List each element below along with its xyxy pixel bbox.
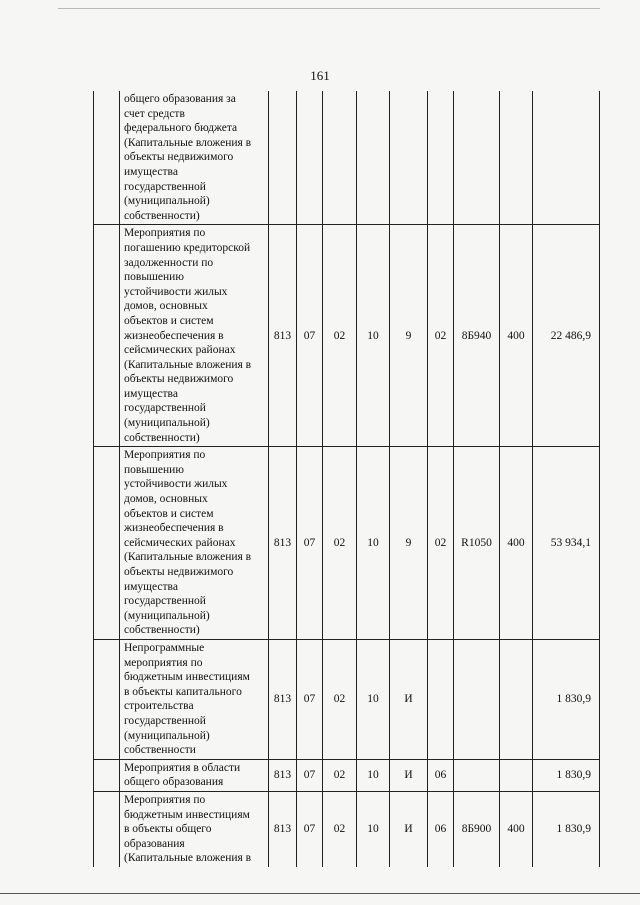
amount: 1 830,9 [533,639,600,759]
subsection-code: 02 [323,447,357,640]
row-name-line: собственности) [124,624,200,637]
scan-bottom-edge [0,893,640,894]
event-code [428,639,454,759]
blank-lead-cell [94,791,120,866]
row-name-line: объекты недвижимого [124,373,234,386]
row-name-line: государственной [124,180,206,193]
table-row [94,791,600,866]
program-code: 10 [357,791,390,866]
row-name-line: повышению [124,271,184,284]
ministry-code: 813 [269,791,297,866]
row-name-line: повышению [124,463,184,476]
row-name-line: государственной [124,595,206,608]
program-code: 10 [357,759,390,791]
row-name-line: сейсмических районах [124,536,236,549]
event-code [428,91,454,225]
section-code: 07 [297,759,323,791]
row-name-line: (Капитальные вложения в [124,551,252,564]
event-code: 06 [428,791,454,866]
section-code [297,91,323,225]
ministry-code [269,91,297,225]
row-name-line: федерального бюджета [124,122,238,135]
event-code: 02 [428,225,454,447]
subprogram-code: И [390,639,428,759]
table-row [94,639,600,759]
direction-code [454,91,500,225]
direction-code [454,639,500,759]
row-name-line: объектов и систем [124,314,214,327]
subsection-code: 02 [323,791,357,866]
row-name-line: устойчивости жилых [124,285,228,298]
section-code: 07 [297,639,323,759]
direction-code: 8Б900 [454,791,500,866]
table-row [94,225,600,447]
row-name-line: (муниципальной) [124,729,210,742]
row-name-line: государственной [124,714,206,727]
ministry-code: 813 [269,447,297,640]
row-name-line: имущества [124,580,178,593]
row-name-line: объекты недвижимого [124,566,234,578]
expense-type-code [500,91,533,225]
row-name-line: собственности [124,744,196,757]
row-name-line: погашению кредиторской [124,241,251,254]
amount [533,91,600,225]
expense-type-code [500,759,533,791]
subsection-code [323,91,357,225]
section-code: 07 [297,791,323,866]
row-name-line: (Капитальные вложения в [124,852,252,865]
direction-code: 8Б940 [454,225,500,447]
row-name-cell [120,791,269,866]
blank-lead-cell [94,225,120,447]
row-name-line: домов, основных [124,493,208,506]
row-name-line: задолженности по [124,256,214,269]
row-name-line: (муниципальной) [124,417,210,430]
table-row [94,91,600,225]
row-name-line: Мероприятия в области [124,761,241,774]
blank-lead-cell [94,759,120,791]
row-name-line: общего образования [124,776,224,789]
section-code: 07 [297,225,323,447]
row-name-line: (муниципальной) [124,195,210,208]
row-name-line: объектов и систем [124,507,214,520]
row-name-cell [120,639,269,759]
expense-type-code: 400 [500,447,533,640]
row-name-line: Мероприятия по [124,227,206,240]
row-name-cell [120,91,269,225]
ministry-code: 813 [269,225,297,447]
row-name-line: (муниципальной) [124,609,210,622]
row-name-line: сейсмических районах [124,344,236,357]
program-code [357,91,390,225]
row-name-line: (Капитальные вложения в [124,358,252,371]
scan-top-edge [58,8,600,9]
subsection-code: 02 [323,759,357,791]
blank-lead-cell [94,91,120,225]
row-name-line: мероприятия по [124,656,203,669]
page-number: 161 [310,68,330,83]
amount: 1 830,9 [533,759,600,791]
subprogram-code: 9 [390,225,428,447]
row-name-line: строительства [124,700,194,713]
table-row [94,759,600,791]
row-name-line: жизнеобеспечения в [124,329,224,342]
row-name-line: бюджетным инвестициям [124,671,250,684]
program-code: 10 [357,639,390,759]
subprogram-code: И [390,791,428,866]
section-code: 07 [297,447,323,640]
row-name-line: объекты недвижимого [124,151,234,164]
ministry-code: 813 [269,639,297,759]
row-name-line: образования [124,837,185,850]
row-name-line: Мероприятия по [124,449,206,462]
table-row [94,447,600,640]
row-name-line: жизнеобеспечения в [124,522,224,535]
subprogram-code [390,91,428,225]
row-name-cell [120,447,269,640]
blank-lead-cell [94,639,120,759]
row-name-line: Мероприятия по [124,793,206,806]
row-name-line: счет средств [124,107,185,120]
expense-type-code [500,639,533,759]
subprogram-code: И [390,759,428,791]
event-code: 02 [428,447,454,640]
blank-lead-cell [94,447,120,640]
row-name-line: общего образования за [124,93,236,105]
table-body [94,91,600,867]
direction-code [454,759,500,791]
row-name-line: в объекты общего [124,823,212,836]
budget-table [93,91,600,867]
row-name-line: домов, основных [124,300,208,313]
row-name-line: (Капитальные вложения в [124,136,252,149]
row-name-line: бюджетным инвестициям [124,808,250,821]
row-name-line: имущества [124,165,178,178]
subsection-code: 02 [323,225,357,447]
row-name-cell [120,225,269,447]
direction-code: R1050 [454,447,500,640]
amount: 22 486,9 [533,225,600,447]
subprogram-code: 9 [390,447,428,640]
row-name-line: собственности) [124,431,200,444]
row-name-line: собственности) [124,209,200,222]
expense-type-code: 400 [500,225,533,447]
program-code: 10 [357,447,390,640]
amount: 1 830,9 [533,791,600,866]
program-code: 10 [357,225,390,447]
row-name-line: Непрограммные [124,641,205,654]
subsection-code: 02 [323,639,357,759]
expense-type-code: 400 [500,791,533,866]
ministry-code: 813 [269,759,297,791]
row-name-line: в объекты капитального [124,685,242,698]
event-code: 06 [428,759,454,791]
amount: 53 934,1 [533,447,600,640]
row-name-cell [120,759,269,791]
row-name-line: имущества [124,387,178,400]
row-name-line: государственной [124,402,206,415]
row-name-line: устойчивости жилых [124,478,228,491]
